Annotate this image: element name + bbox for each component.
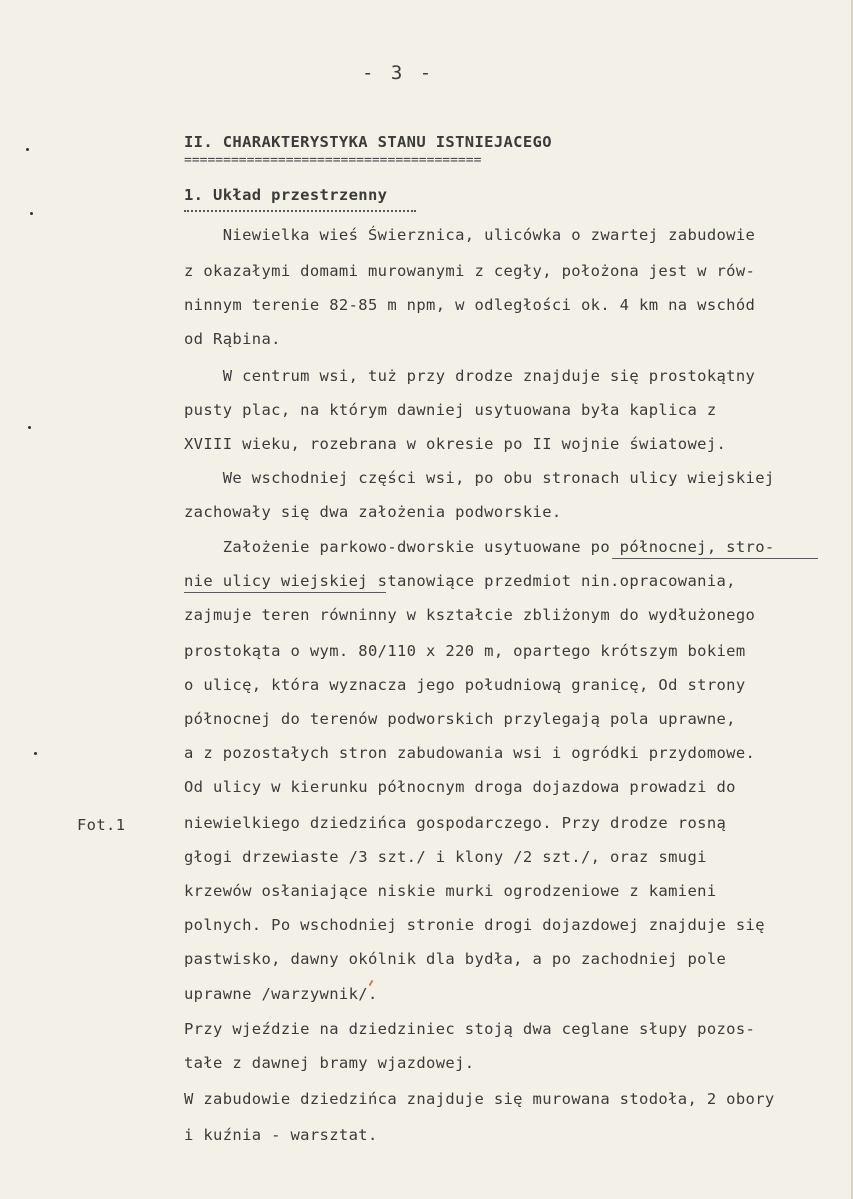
text-line: krzewów osłaniające niskie murki ogrodzeniowe z kamieni [184,882,717,900]
text-line: zajmuje teren równinny w kształcie zbliżonym do wydłużonego [184,606,756,624]
section-heading: II. CHARAKTERYSTYKA STANU ISTNIEJACEGO [184,133,552,151]
text-line: tałe z dawnej bramy wjazdowej. [184,1054,475,1072]
text-line: We wschodniej części wsi, po obu stronach ulicy wiejskiej [184,469,775,487]
text-line: głogi drzewiaste /3 szt./ i klony /2 szt./, oraz smugi [184,848,707,866]
underline-mark [612,558,818,559]
margin-dot [34,752,37,755]
heading-double-underline: ====================================== [184,153,482,168]
subsection-underline [184,210,416,212]
page-number: - 3 - [362,62,435,84]
margin-dot [30,212,33,215]
text-line: polnych. Po wschodniej stronie drogi dojazdowej znajduje się [184,916,765,934]
text-line: pusty plac, na którym dawniej usytuowana była kaplica z [184,401,717,419]
text-line: i kuźnia - warsztat. [184,1126,378,1144]
text-line: Od ulicy w kierunku północnym droga dojazdowa prowadzi do [184,778,736,796]
text-line: z okazałymi domami murowanymi z cegły, położona jest w rów- [184,262,756,280]
underline-mark [184,592,386,593]
text-line: Niewielka wieś Świerznica, ulicówka o zwartej zabudowie [184,226,756,244]
text-line: ninnym terenie 82-85 m npm, w odległości ok. 4 km na wschód [184,296,756,314]
subsection-heading: 1. Układ przestrzenny [184,186,388,204]
text-line: niewielkiego dziedzińca gospodarczego. Przy drodze rosną [184,814,727,832]
text-line: Założenie parkowo-dworskie usytuowane po północnej, stro- [184,538,775,556]
text-line: o ulicę, która wyznacza jego południową granicę, Od strony [184,676,746,694]
text-line: a z pozostałych stron zabudowania wsi i ogródki przydomowe. [184,744,756,762]
text-line: XVIII wieku, rozebrana w okresie po II wojnie światowej. [184,435,727,453]
text-line: Przy wjeździe na dziedziniec stoją dwa ceglane słupy pozos- [184,1020,756,1038]
margin-note-photo-ref: Fot.1 [77,816,126,834]
margin-dot [28,426,31,429]
text-line: prostokąta o wym. 80/110 x 220 m, opartego krótszym bokiem [184,642,746,660]
text-line: od Rąbina. [184,330,281,348]
text-line: północnej do terenów podworskich przylegają pola uprawne, [184,710,736,728]
margin-dot [26,148,29,151]
text-line: uprawne /warzywnik/. [184,985,378,1003]
text-line: pastwisko, dawny okólnik dla bydła, a po zachodniej pole [184,950,727,968]
text-line: nie ulicy wiejskiej stanowiące przedmiot nin.opracowania, [184,572,736,590]
text-line: zachowały się dwa założenia podworskie. [184,503,562,521]
text-line: W centrum wsi, tuż przy drodze znajduje się prostokątny [184,367,756,385]
text-line: W zabudowie dziedzińca znajduje się murowana stodoła, 2 obory [184,1090,775,1108]
